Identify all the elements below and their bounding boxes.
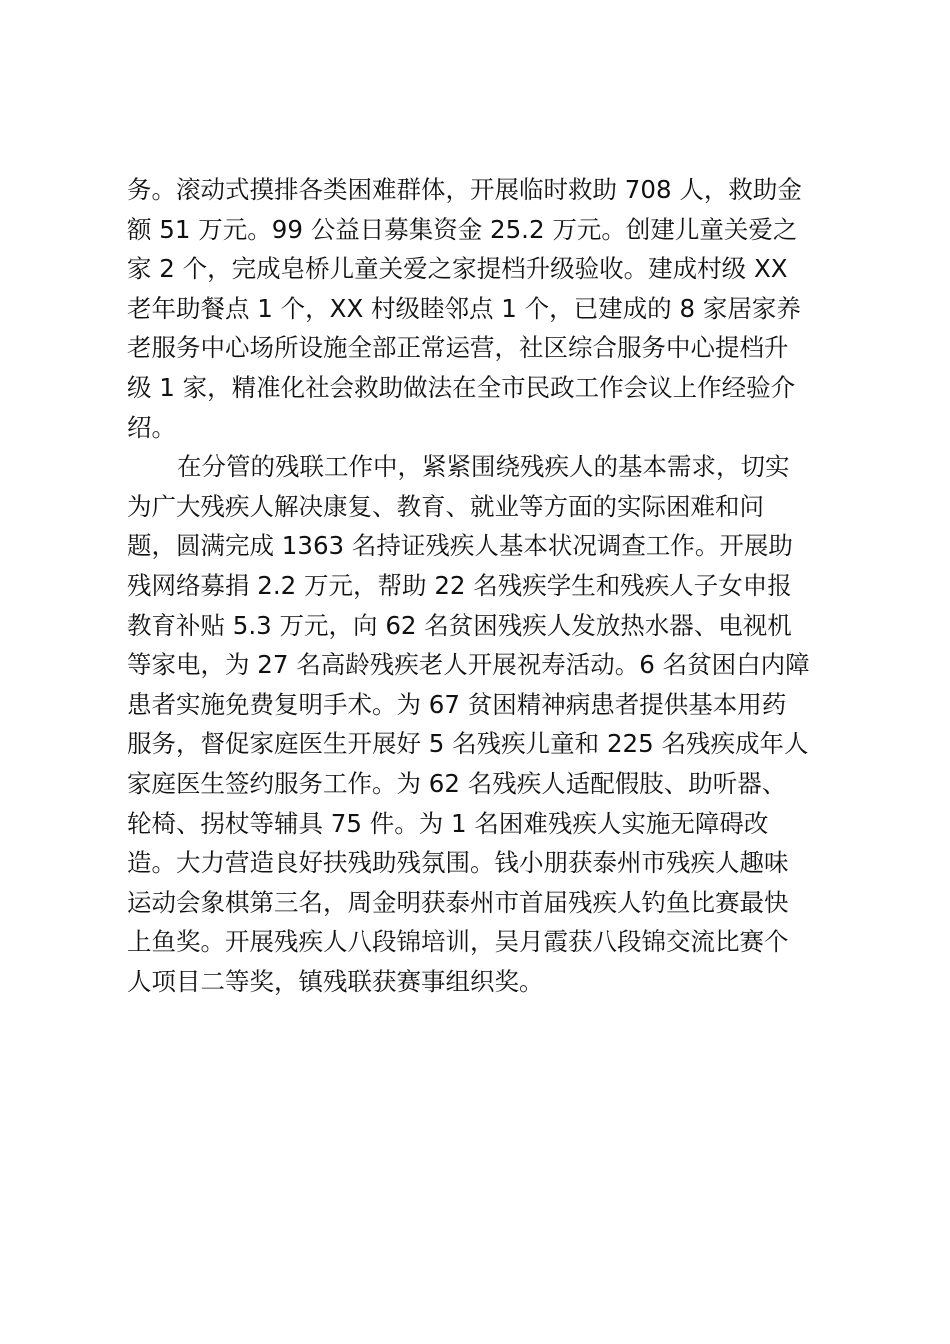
paragraph-civil-affairs — [127, 170, 832, 447]
text-line: 运动会象棋第三名，周金明获泰州市首届残疾人钓鱼比赛最快 — [127, 887, 789, 917]
text-line: 绍。 — [127, 412, 176, 442]
text-line: 人项目二等奖，镇残联获赛事组织奖。 — [127, 966, 544, 996]
text-line: 老服务中心场所设施全部正常运营，社区综合服务中心提档升 — [127, 333, 789, 363]
text-line: 服务，督促家庭医生开展好 5 名残疾儿童和 225 名残疾成年人 — [127, 729, 809, 759]
text-line: 患者实施免费复明手术。为 67 贫困精神病患者提供基本用药 — [127, 689, 787, 719]
text-line: 题，圆满完成 1363 名持证残疾人基本状况调查工作。开展助 — [127, 531, 793, 561]
text-line: 老年助餐点 1 个，XX 村级睦邻点 1 个，已建成的 8 家居家养 — [127, 293, 801, 323]
text-line: 造。大力营造良好扶残助残氛围。钱小朋获泰州市残疾人趣味 — [127, 848, 789, 878]
text-line: 务。滚动式摸排各类困难群体，开展临时救助 708 人，救助金 — [127, 175, 802, 204]
text-line: 级 1 家，精准化社会救助做法在全市民政工作会议上作经验介 — [127, 372, 796, 402]
body-text — [127, 170, 832, 1001]
text-line: 残网络募捐 2.2 万元，帮助 22 名残疾学生和残疾人子女申报 — [127, 570, 792, 600]
text-line-first-indented: 在分管的残联工作中，紧紧围绕残疾人的基本需求，切实 — [177, 452, 790, 482]
text-line: 家庭医生签约服务工作。为 62 名残疾人适配假肢、助听器、 — [127, 768, 787, 798]
text-line: 上鱼奖。开展残疾人八段锦培训，吴月霞获八段锦交流比赛个 — [127, 927, 789, 957]
text-line: 教育补贴 5.3 万元，向 62 名贫困残疾人发放热水器、电视机 — [127, 610, 792, 640]
paragraph-disabled-persons-federation — [127, 447, 832, 1001]
text-line: 家 2 个，完成皂桥儿童关爱之家提档升级验收。建成村级 XX — [127, 254, 788, 284]
text-line: 等家电，为 27 名高龄残疾老人开展祝寿活动。6 名贫困白内障 — [127, 650, 810, 680]
text-line: 为广大残疾人解决康复、教育、就业等方面的实际困难和问 — [127, 491, 764, 521]
text-line: 额 51 万元。99 公益日募集资金 25.2 万元。创建儿童关爱之 — [127, 214, 798, 244]
text-line: 轮椅、拐杖等辅具 75 件。为 1 名困难残疾人实施无障碍改 — [127, 808, 769, 838]
